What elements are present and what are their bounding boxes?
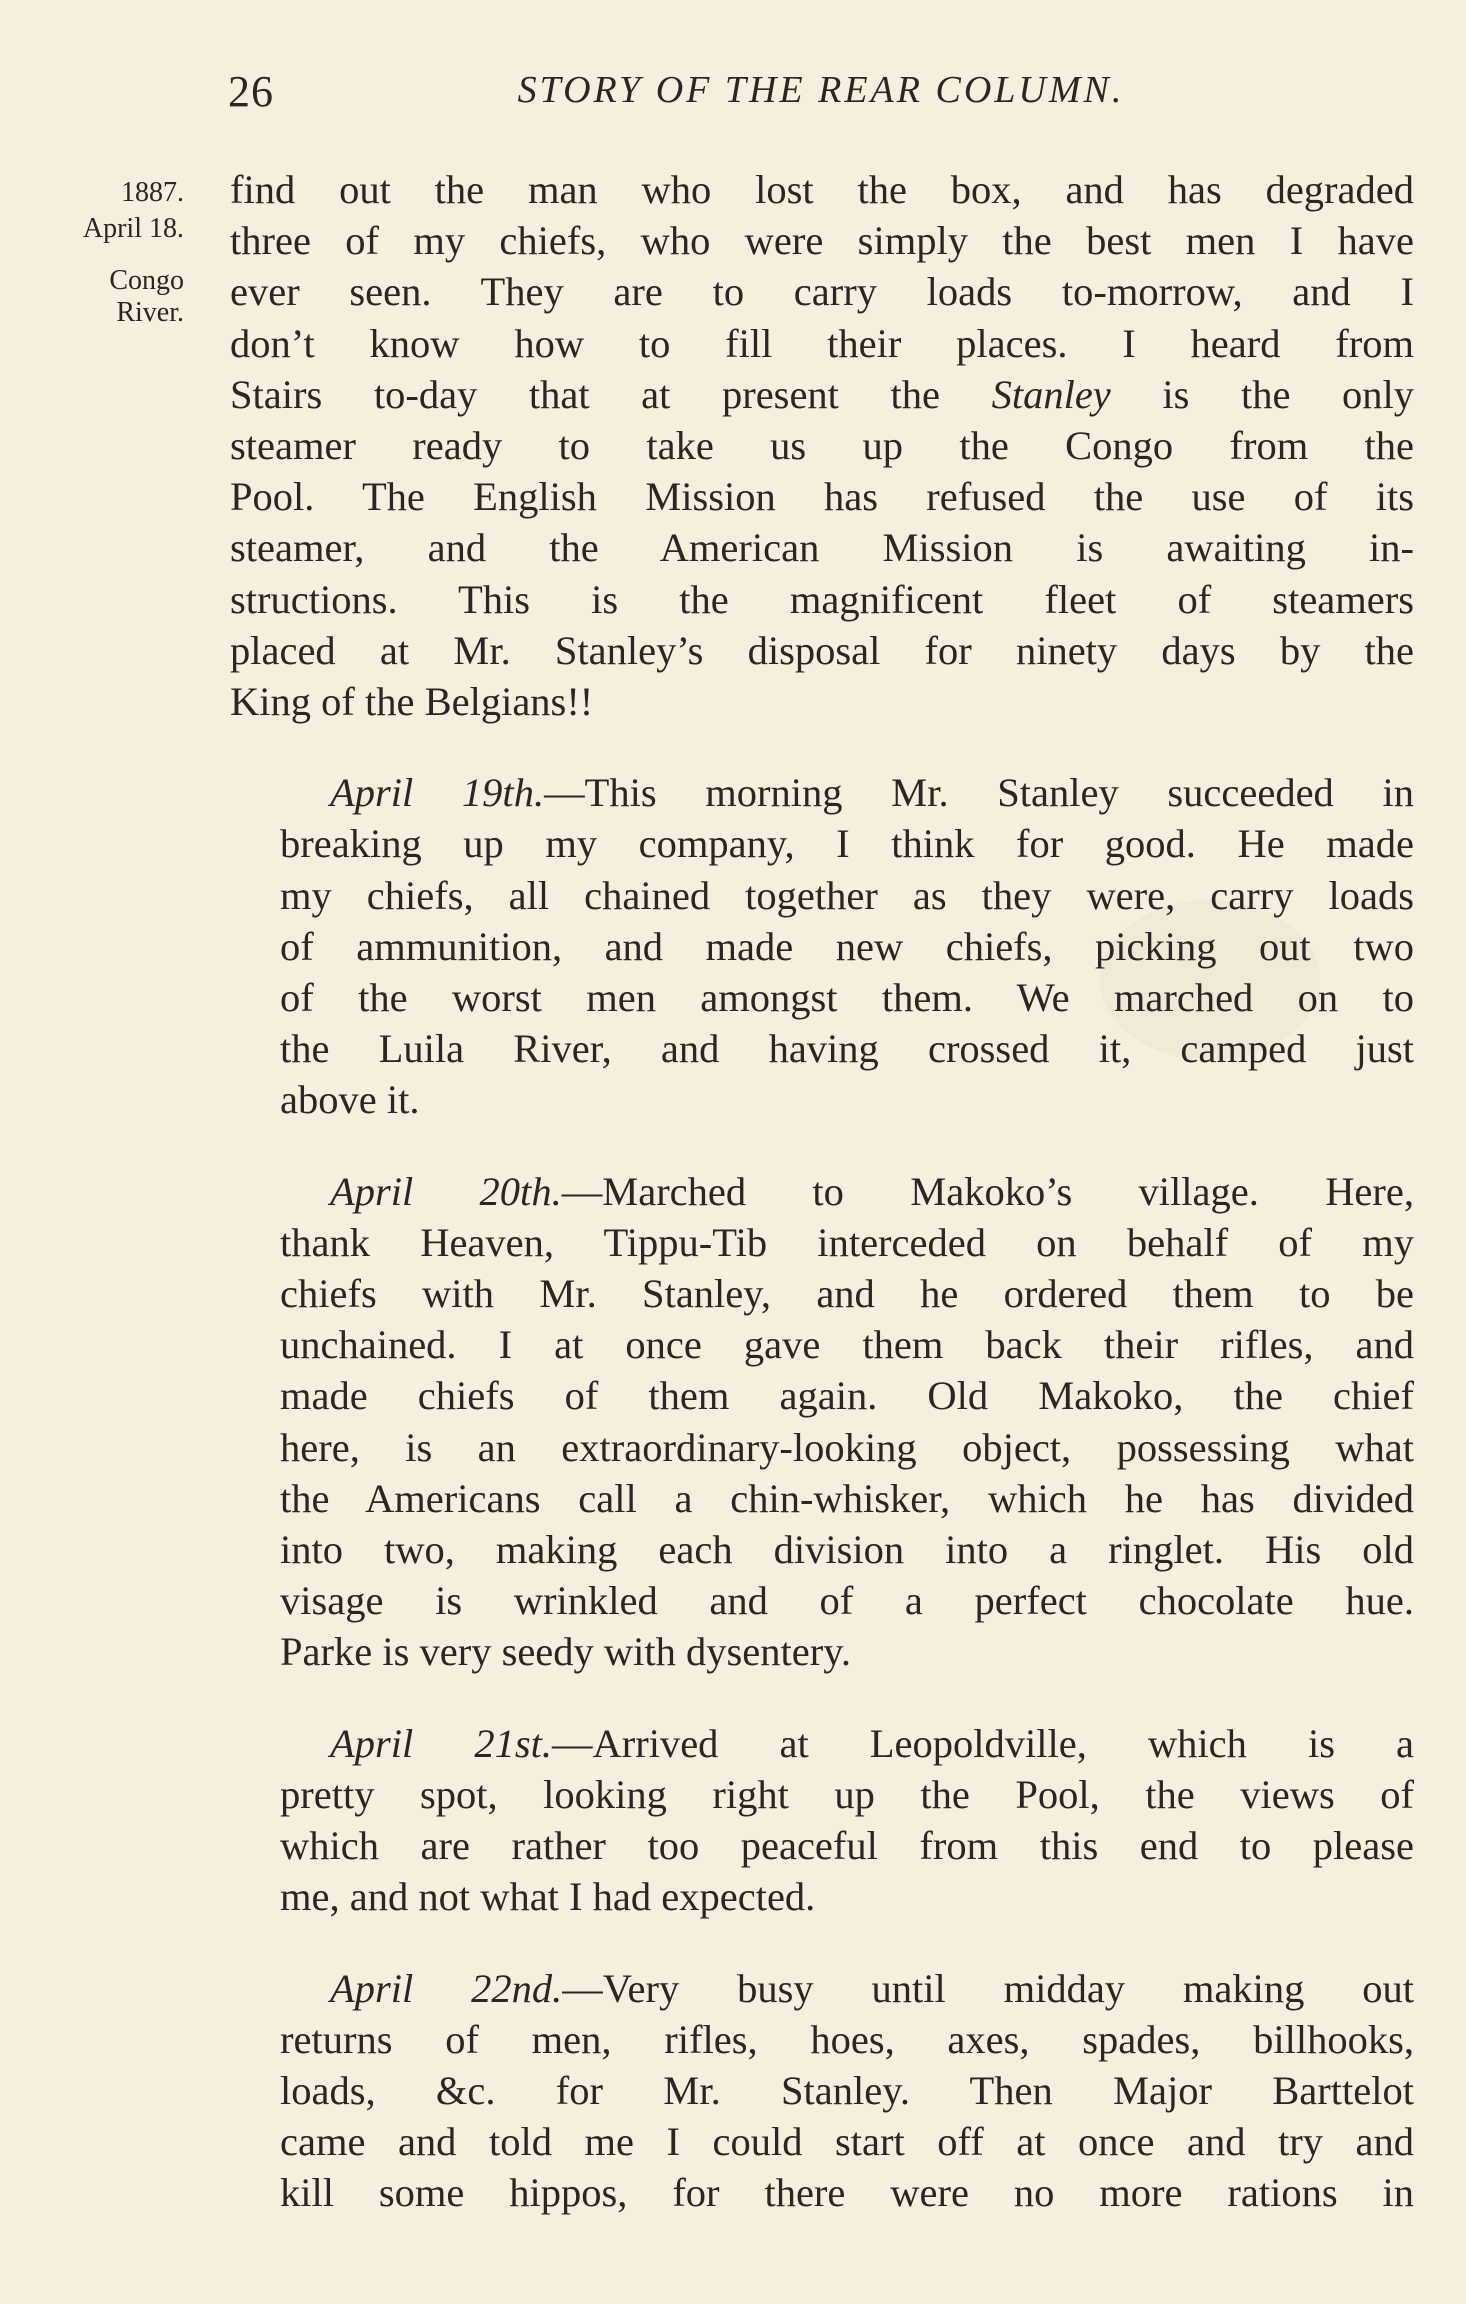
text-line: loads, &c. for Mr. Stanley. Then Major Barttelot xyxy=(280,2067,1414,2113)
text-line: pretty spot, looking right up the Pool, the views of xyxy=(280,1771,1414,1817)
text-line: the Luila River, and having crossed it, camped just xyxy=(280,1026,1414,1072)
page-header xyxy=(228,66,1414,122)
text-line: made chiefs of them again. Old Makoko, the chief xyxy=(280,1373,1414,1419)
text-line-with-italic xyxy=(230,369,1414,420)
text-run: Stairs to-day that at present the xyxy=(230,371,940,417)
text-line: steamer ready to take us up the Congo from the xyxy=(230,423,1414,469)
text-line-first xyxy=(230,767,1414,818)
running-title: STORY OF THE REAR COLUMN. xyxy=(517,69,1125,111)
text-line: chiefs with Mr. Stanley, and he ordered them to be xyxy=(280,1271,1414,1317)
text-line: steamer, and the American Mission is awaiting in- xyxy=(230,525,1414,571)
text-line: of the worst men amongst them. We marched on to xyxy=(280,975,1414,1021)
text-line: placed at Mr. Stanley’s disposal for ninety days by the xyxy=(230,627,1414,673)
text-line: me, and not what I had expected. xyxy=(280,1874,816,1920)
margin-note-place-2: River. xyxy=(116,297,184,328)
margin-note-place-1: Congo xyxy=(109,265,184,296)
text-line: of ammunition, and made new chiefs, picking out two xyxy=(280,923,1414,969)
diary-entry-april-20 xyxy=(230,1166,1414,1678)
text-line: came and told me I could start off at once and try and xyxy=(280,2119,1414,2165)
text-line: Pool. The English Mission has refused the use of its xyxy=(230,474,1414,520)
text-line-first xyxy=(230,1963,1414,2014)
diary-entry-april-21 xyxy=(230,1718,1414,1923)
margin-note-year: 1887. xyxy=(121,177,184,208)
text-line: above it. xyxy=(280,1077,420,1123)
text-run: —This morning Mr. Stanley succeeded in xyxy=(544,770,1414,816)
text-run: —Very busy until midday making out xyxy=(562,1965,1414,2011)
text-line: King of the Belgians!! xyxy=(230,679,594,725)
text-line: here, is an extraordinary-looking object, possessing what xyxy=(280,1424,1414,1470)
margin-note-date: April 18. xyxy=(82,213,184,244)
text-line-first xyxy=(230,1166,1414,1217)
paragraph-continued xyxy=(230,164,1414,727)
text-line: kill some hippos, for there were no more rations in xyxy=(280,2170,1414,2216)
steamer-name: Stanley xyxy=(991,371,1111,417)
entry-date: April 20th. xyxy=(330,1168,562,1214)
text-line: ever seen. They are to carry loads to-morrow, and I xyxy=(230,269,1414,315)
text-run: —Marched to Makoko’s village. Here, xyxy=(561,1168,1415,1214)
text-line: into two, making each division into a ringlet. His old xyxy=(280,1527,1414,1573)
entry-date: April 22nd. xyxy=(330,1965,563,2011)
text-line: three of my chiefs, who were simply the best men I have xyxy=(230,218,1414,264)
text-line: my chiefs, all chained together as they were, carry loads xyxy=(280,872,1414,918)
text-line: visage is wrinkled and of a perfect chocolate hue. xyxy=(280,1578,1414,1624)
text-line: breaking up my company, I think for good. He made xyxy=(280,821,1414,867)
text-line: find out the man who lost the box, and has degraded xyxy=(230,167,1414,212)
text-run: is the only xyxy=(1162,371,1415,417)
text-line: returns of men, rifles, hoes, axes, spades, billhooks, xyxy=(280,2016,1414,2062)
entry-date: April 19th. xyxy=(330,770,545,816)
body-text xyxy=(230,164,1414,2219)
text-line: Parke is very seedy with dysentery. xyxy=(280,1629,851,1675)
diary-entry-april-19 xyxy=(230,767,1414,1125)
text-line: the Americans call a chin-whisker, which he has divided xyxy=(280,1475,1414,1521)
text-line: don’t know how to fill their places. I heard from xyxy=(230,320,1414,366)
text-line: which are rather too peaceful from this end to please xyxy=(280,1823,1414,1869)
text-run: —Arrived at Leopoldville, which is a xyxy=(551,1720,1414,1766)
page-number: 26 xyxy=(228,67,274,116)
text-line: structions. This is the magnificent fleet of steamers xyxy=(230,576,1414,622)
text-line: thank Heaven, Tippu-Tib interceded on behalf of my xyxy=(280,1219,1414,1265)
text-line: unchained. I at once gave them back their rifles, and xyxy=(280,1322,1414,1368)
diary-entry-april-22 xyxy=(230,1963,1414,2219)
text-line-first xyxy=(230,1718,1414,1769)
entry-date: April 21st. xyxy=(330,1720,552,1766)
